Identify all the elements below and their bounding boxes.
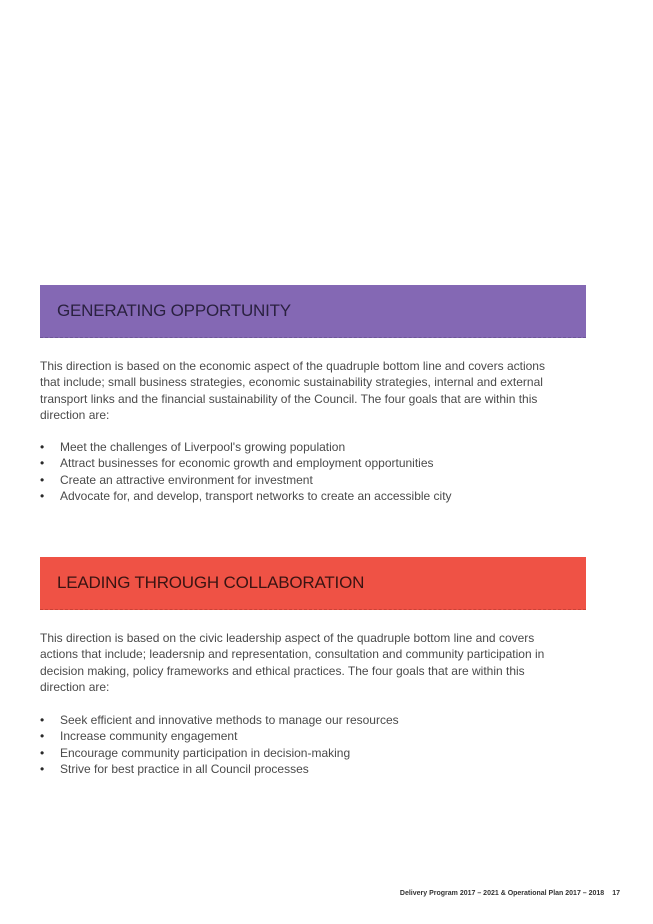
- goals-list: [40, 439, 560, 504]
- goal-text: Create an attractive environment for investment: [60, 472, 313, 487]
- section-leading-through-collaboration: [40, 630, 560, 777]
- bullet-icon: •: [40, 762, 45, 777]
- goal-item: [40, 472, 560, 488]
- goal-text: Attract businesses for economic growth and employment opportunities: [60, 456, 434, 471]
- bullet-icon: •: [40, 729, 45, 744]
- page-number: 17: [612, 890, 620, 897]
- bullet-icon: •: [40, 472, 45, 487]
- goal-text: Advocate for, and develop, transport networks to create an accessible city: [60, 489, 452, 504]
- goal-text: Encourage community participation in decision-making: [60, 745, 351, 760]
- goal-text: Seek efficient and innovative methods to manage our resources: [60, 713, 399, 728]
- section-intro-paragraph: This direction is based on the civic leadership aspect of the quadruple bottom line and covers actions that include; leadersnip and representation, consultation and community participation in decision making, policy frameworks and ethical practices. The four goals that are within this direction are:: [40, 631, 545, 694]
- bullet-icon: •: [40, 489, 45, 504]
- bullet-icon: •: [40, 713, 45, 728]
- goal-item: [40, 439, 560, 455]
- goal-item: [40, 712, 560, 728]
- section-heading: GENERATING OPPORTUNITY: [57, 301, 291, 320]
- bullet-icon: •: [40, 745, 45, 760]
- goal-item: [40, 728, 560, 744]
- bullet-icon: •: [40, 456, 45, 471]
- goal-item: [40, 761, 560, 777]
- goal-item: [40, 488, 560, 504]
- goal-text: Meet the challenges of Liverpool's growing population: [60, 440, 346, 455]
- page-footer: [400, 890, 620, 897]
- goals-list: [40, 712, 560, 777]
- section-heading: LEADING THROUGH COLLABORATION: [57, 573, 365, 592]
- footer-document-title: Delivery Program 2017 – 2021 & Operational Plan 2017 – 2018: [399, 890, 605, 897]
- section-banner-generating-opportunity: [40, 285, 586, 338]
- goal-item: [40, 745, 560, 761]
- goal-text: Increase community engagement: [60, 729, 238, 744]
- section-intro-paragraph: This direction is based on the economic aspect of the quadruple bottom line and covers actions that include; small business strategies, economic sustainability strategies, internal and external transport links and the financial sustainability of the Council. The four goals that are within this direction are:: [40, 359, 545, 422]
- section-banner-leading-through-collaboration: [40, 557, 586, 610]
- section-generating-opportunity: [40, 358, 560, 504]
- goal-text: Strive for best practice in all Council processes: [60, 762, 309, 777]
- goal-item: [40, 455, 560, 471]
- bullet-icon: •: [40, 440, 45, 455]
